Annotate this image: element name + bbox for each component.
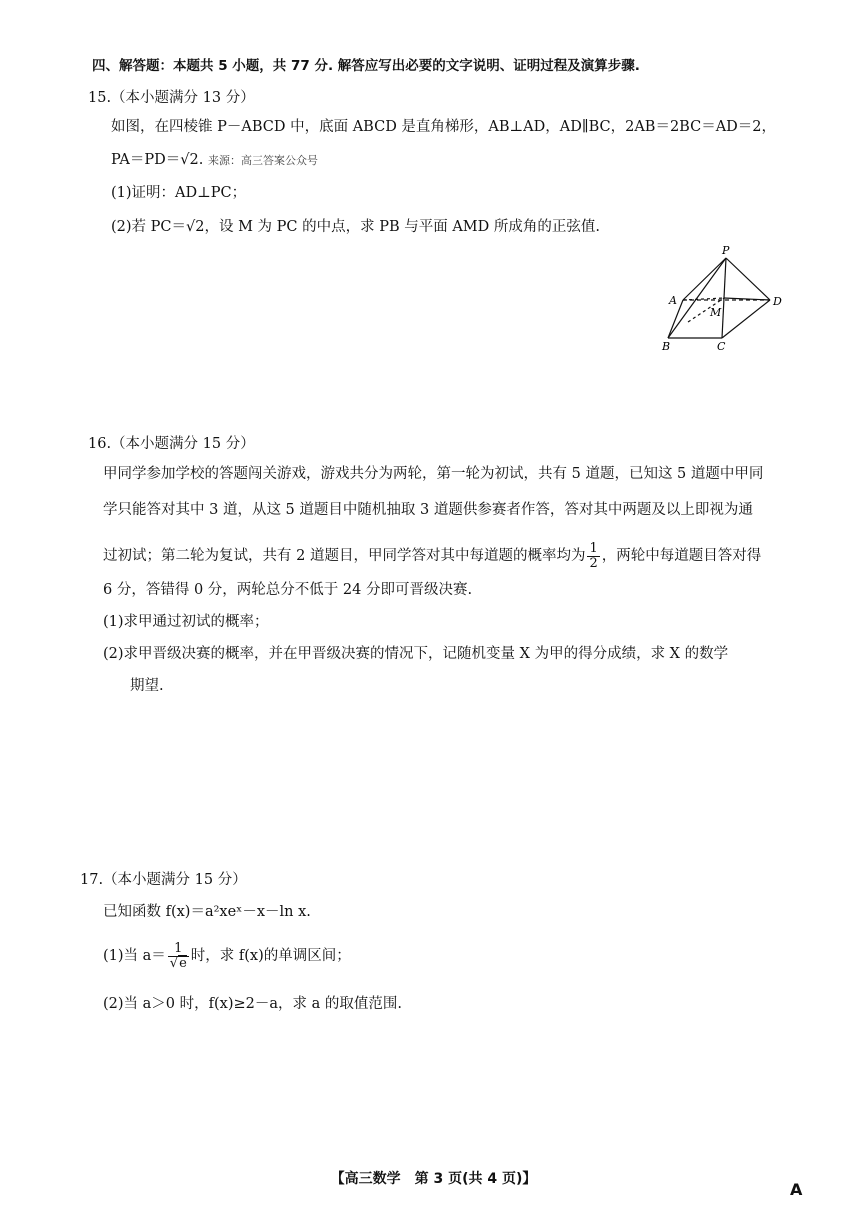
q15-stem-line2 [111,150,318,171]
q17-part1-text-end: 时，求 f(x)的单调区间； [190,948,351,964]
fraction-numerator: 1 [589,540,598,556]
section-header: 四、解答题：本题共 5 小题，共 77 分. 解答应写出必要的文字说明、证明过程及演算步骤. [92,58,640,74]
q15-condition: PA＝PD＝√2. [111,152,204,168]
fraction-numerator: 1 [168,942,189,957]
q16-line3-text-end: ，两轮中每道题目答对得 [601,548,762,564]
fraction-one-over-sqrt-e [168,942,189,971]
label-a: A [669,294,677,307]
q16-header: 16.（本小题满分 15 分） [88,436,255,452]
q16-stem-line1: 甲同学参加学校的答题闯关游戏，游戏共分为两轮，第一轮为初试，共有 5 道题，已知这 5 道题中甲同 [103,466,764,482]
label-m: M [710,306,722,319]
page-footer: 【高三数学 第 3 页(共 4 页)】 [330,1171,537,1187]
q17-part1 [103,936,351,976]
q16-stem-line2: 学只能答对其中 3 道，从这 5 道题目中随机抽取 3 道题供参赛者作答，答对其中两题及以上即视为通 [103,502,753,518]
q15-stem-line1: 如图，在四棱锥 P－ABCD 中，底面 ABCD 是直角梯形，AB⊥AD，AD∥BC，2AB＝2BC＝AD＝2， [111,119,777,135]
fraction-denominator: 2 [589,555,598,571]
q16-stem-line3 [103,536,761,576]
q17-header: 17.（本小题满分 15 分） [80,872,247,888]
q15-header: 15.（本小题满分 13 分） [88,90,255,106]
q16-part1: (1)求甲通过初试的概率； [103,614,269,630]
pyramid-figure [660,242,790,358]
corner-mark: A [790,1180,803,1199]
source-note: 来源：高三答案公众号 [207,154,318,167]
q15-part1: (1)证明：AD⊥PC； [111,185,247,201]
q16-line3-text: 过初试；第二轮为复试，共有 2 道题目，甲同学答对其中每道题的概率均为 [103,548,586,564]
q17-part1-text: (1)当 a＝ [103,948,166,964]
q16-part2-line2: 期望. [130,678,164,694]
sqrt-e: e [179,955,187,971]
label-b: B [662,340,671,353]
q16-part2-line1: (2)求甲晋级决赛的概率，并在甲晋级决赛的情况下，记随机变量 X 为甲的得分成绩，求 X 的数学 [103,646,729,662]
fraction-denominator: √e [169,955,187,971]
q17-part2: (2)当 a＞0 时，f(x)≥2－a，求 a 的取值范围. [103,996,402,1012]
q15-part2: (2)若 PC＝√2，设 M 为 PC 的中点，求 PB 与平面 AMD 所成角的正弦值. [111,219,600,235]
fraction-one-half [587,542,599,571]
label-d: D [773,295,782,308]
q16-stem-line4: 6 分，答错得 0 分，两轮总分不低于 24 分即可晋级决赛. [103,582,473,598]
q17-stem: 已知函数 f(x)＝a²xeˣ－x－ln x. [103,904,311,920]
label-c: C [717,340,726,353]
label-p: P [722,244,730,257]
